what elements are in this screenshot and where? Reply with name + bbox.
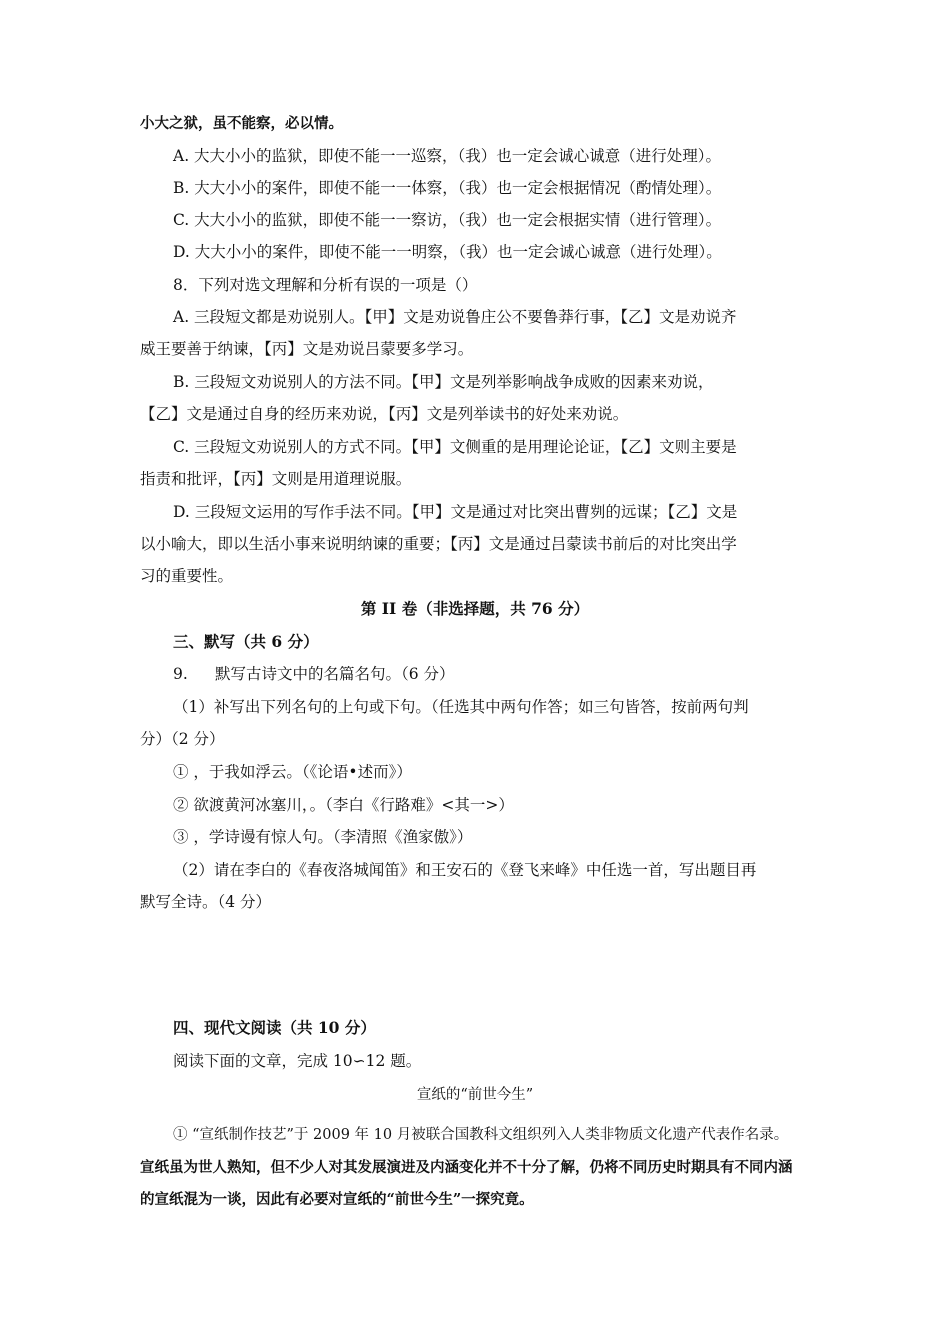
q7-option-c: C. 大大小小的监狱，即使不能一一察访，（我）也一定会根据实情（进行管理）。 (173, 211, 722, 229)
q8-option-a-line1: A. 三段短文都是劝说别人。【甲】文是劝说鲁庄公不要鲁莽行事，【乙】文是劝说齐 (173, 308, 737, 326)
q7-option-d: D. 大大小小的案件，即使不能一一明察，（我）也一定会诚心诚意（进行处理）。 (173, 243, 722, 261)
q8-stem: 8．下列对选文理解和分析有误的一项是（） (173, 276, 478, 294)
q9-sub2-line1: （2）请在李白的《春夜洛城闻笛》和王安石的《登飞来峰》中任选一首，写出题目再 (173, 861, 757, 879)
q8-option-a-line2: 威王要善于纳谏，【丙】文是劝说吕蒙要多学习。 (140, 340, 474, 358)
q9-sub2-line2: 默写全诗。（4 分） (140, 893, 272, 911)
q8-option-d-line1: D. 三段短文运用的写作手法不同。【甲】文是通过对比突出曹刿的远谋；【乙】文是 (173, 503, 738, 521)
q8-option-b-line2: 【乙】文是通过自身的经历来劝说，【丙】文是列举读书的好处来劝说。 (140, 405, 629, 423)
q7-quote: 小大之狱，虽不能察，必以情。 (140, 115, 343, 132)
q7-option-a: A. 大大小小的监狱，即使不能一一巡察，（我）也一定会诚心诚意（进行处理）。 (173, 147, 722, 165)
q7-option-b: B. 大大小小的案件，即使不能一一体察，（我）也一定会根据情况（酌情处理）。 (173, 179, 722, 197)
part2-title: 第 II 卷（非选择题，共 76 分） (360, 599, 590, 618)
q8-option-c-line2: 指责和批评，【丙】文则是用道理说服。 (140, 470, 412, 488)
article-title: 宣纸的“前世今生” (416, 1087, 534, 1103)
q9-item-2: ② 欲渡黄河冰塞川，。（李白《行路难》<其一>） (173, 796, 514, 814)
q8-option-c-line1: C. 三段短文劝说别人的方式不同。【甲】文侧重的是用理论论证，【乙】文则主要是 (173, 438, 737, 456)
q8-option-d-line3: 习的重要性。 (140, 567, 234, 585)
q9-number: 9. (173, 665, 188, 683)
q9-stem-text: 默写古诗文中的名篇名句。（6 分） (215, 665, 455, 683)
article-paragraph1-line3: 的宣纸混为一谈，因此有必要对宣纸的“前世今生”一探究竟。 (140, 1191, 534, 1208)
q8-option-d-line2: 以小喻大，即以生活小事来说明纳谏的重要；【丙】文是通过吕蒙读书前后的对比突出学 (140, 535, 737, 553)
q9-item-3: ③ ，学诗谩有惊人句。（李清照《渔家傲》） (173, 828, 473, 846)
q9-item-1: ① ，于我如浮云。（《论语•述而》） (173, 763, 412, 781)
article-paragraph1-line2: 宣纸虽为世人熟知，但不少人对其发展演进及内涵变化并不十分了解，仍将不同历史时期具有不同内涵 (140, 1159, 793, 1176)
q9-sub1-line1: （1）补写出下列名句的上句或下句。（任选其中两句作答；如三句皆答，按前两句判 (173, 698, 749, 716)
section4-heading: 四、现代文阅读（共 10 分） (173, 1018, 376, 1037)
article-paragraph1-line1: ① “宣纸制作技艺”于 2009 年 10 月被联合国教科文组织列入人类非物质文化遗产代表作名录。 (173, 1127, 789, 1143)
section3-heading: 三、默写（共 6 分） (173, 632, 319, 651)
q9-stem (173, 664, 853, 684)
section4-instruction: 阅读下面的文章，完成 10∽12 题。 (173, 1052, 422, 1070)
q8-option-b-line1: B. 三段短文劝说别人的方法不同。【甲】文是列举影响战争成败的因素来劝说， (173, 373, 714, 391)
q9-sub1-line2: 分）（2 分） (140, 730, 225, 748)
